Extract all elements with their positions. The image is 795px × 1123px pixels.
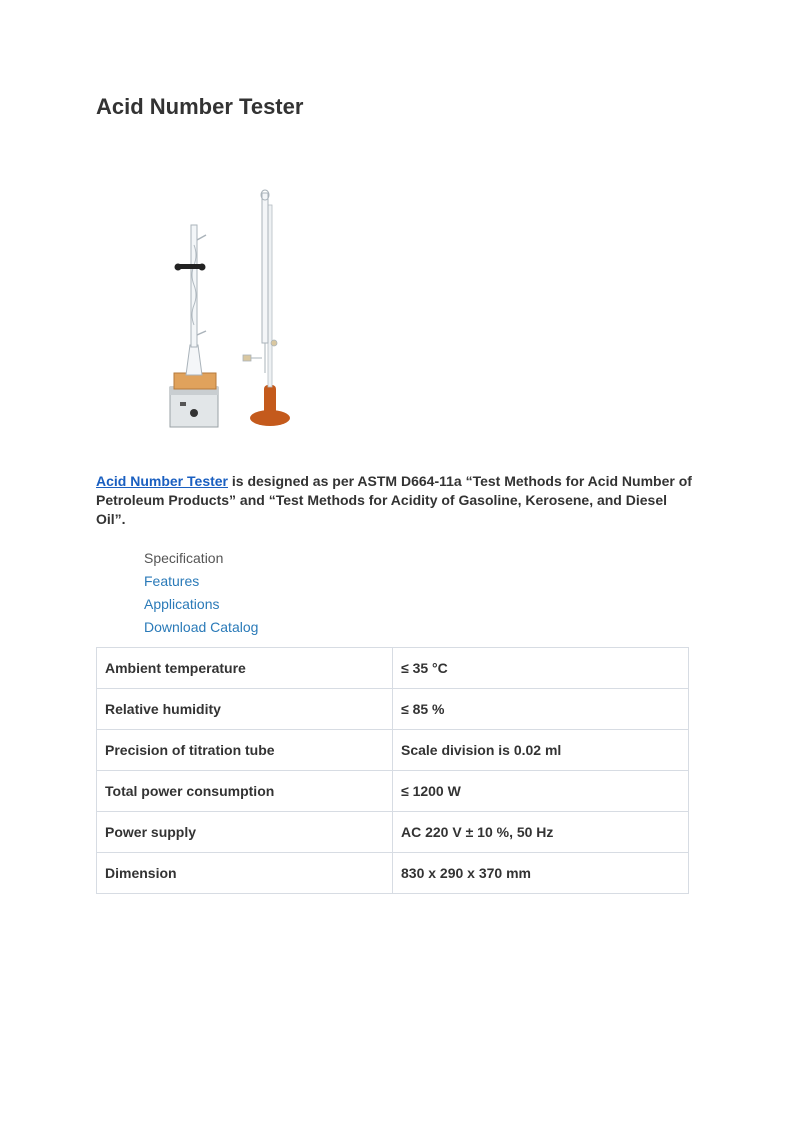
product-image bbox=[160, 185, 310, 435]
table-row bbox=[97, 853, 689, 894]
spec-label: Ambient temperature bbox=[97, 648, 393, 689]
table-row bbox=[97, 812, 689, 853]
tab-applications[interactable]: Applications bbox=[144, 596, 220, 612]
specification-table bbox=[96, 647, 689, 894]
tab-features[interactable]: Features bbox=[144, 573, 200, 589]
spec-label: Power supply bbox=[97, 812, 393, 853]
table-row bbox=[97, 648, 689, 689]
spec-label: Precision of titration tube bbox=[97, 730, 393, 771]
table-row bbox=[97, 771, 689, 812]
spec-label: Relative humidity bbox=[97, 689, 393, 730]
table-row bbox=[97, 730, 689, 771]
spec-value: 830 x 290 x 370 mm bbox=[393, 853, 689, 894]
spec-label: Total power consumption bbox=[97, 771, 393, 812]
spec-label: Dimension bbox=[97, 853, 393, 894]
spec-value: Scale division is 0.02 ml bbox=[393, 730, 689, 771]
spec-value: ≤ 35 °C bbox=[393, 648, 689, 689]
tab-specification[interactable]: Specification bbox=[144, 550, 224, 566]
spec-value: ≤ 85 % bbox=[393, 689, 689, 730]
table-row bbox=[97, 689, 689, 730]
intro-paragraph bbox=[96, 472, 696, 529]
spec-value: ≤ 1200 W bbox=[393, 771, 689, 812]
section-tabs bbox=[144, 547, 258, 639]
product-link[interactable]: Acid Number Tester bbox=[96, 473, 228, 489]
spec-value: AC 220 V ± 10 %, 50 Hz bbox=[393, 812, 689, 853]
tab-download-catalog[interactable]: Download Catalog bbox=[144, 619, 259, 635]
page-title: Acid Number Tester bbox=[96, 94, 304, 119]
intro-text: is designed as per ASTM D664-11a “Test Methods for Acid Number of Petroleum Products” and “Test Methods for Acidity of Gasoline, Kerosene, and Diesel Oil”. bbox=[96, 473, 692, 527]
